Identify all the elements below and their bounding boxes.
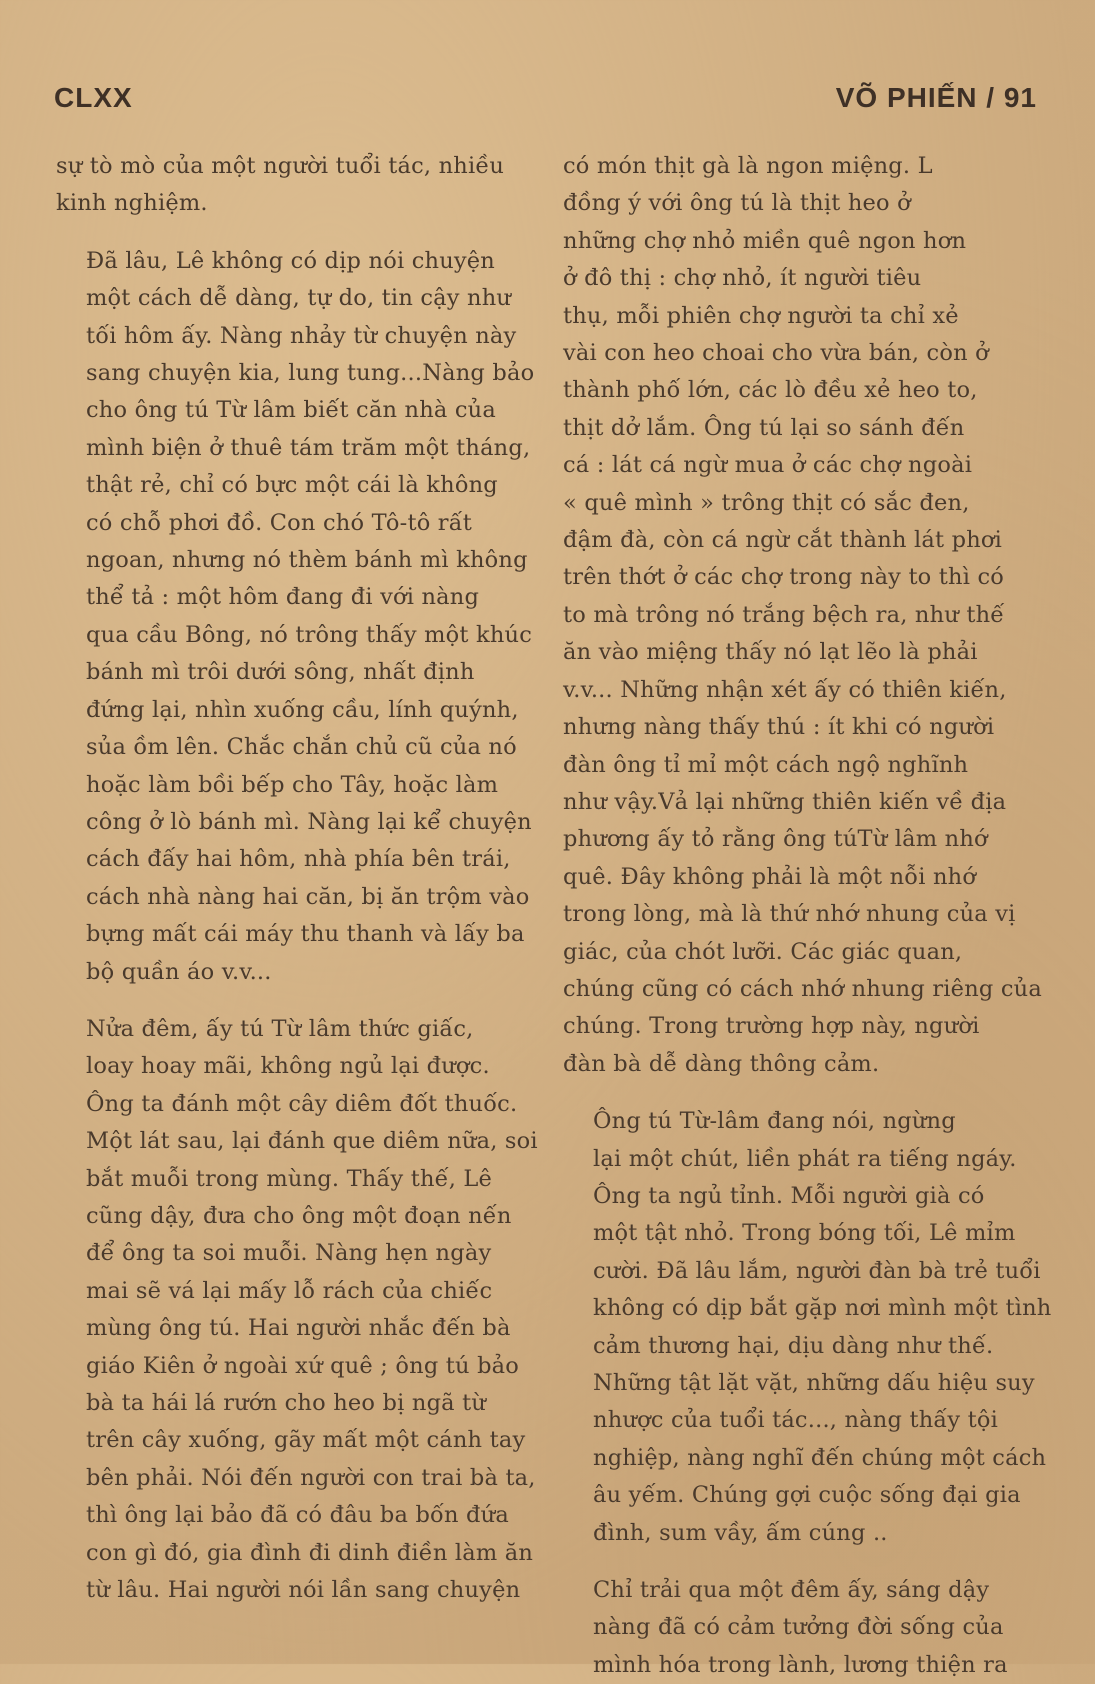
text-line: ngoan, nhưng nó thèm bánh mì không: [86, 547, 528, 574]
paragraph: [56, 148, 526, 223]
paragraph: [56, 243, 535, 991]
page-header: [54, 78, 1037, 118]
text-line: công ở lò bánh mì. Nàng lại kể chuyện: [86, 808, 532, 835]
text-line: mùng ông tú. Hai người nhắc đến bà: [86, 1315, 511, 1342]
text-line: Ông ta ngủ tỉnh. Mỗi người già có: [593, 1182, 985, 1209]
text-line: tối hôm ấy. Nàng nhảy từ chuyện này: [86, 322, 517, 349]
text-line: con gì đó, gia đình đi dinh điền làm ăn: [86, 1539, 534, 1566]
text-line: chúng. Trong trường hợp này, người: [563, 1013, 980, 1040]
text-line: bánh mì trôi dưới sông, nhất định: [86, 659, 475, 686]
text-line: những chợ nhỏ miền quê ngon hơn: [563, 227, 967, 254]
running-head-left: CLXX: [54, 82, 133, 113]
text-line: cách đấy hai hôm, nhà phía bên trái,: [86, 846, 511, 873]
paragraph-gap: [56, 223, 526, 243]
text-line: thật rẻ, chỉ có bực một cái là không: [86, 472, 498, 499]
text-line: ăn vào miệng thấy nó lạt lẽo là phải: [563, 639, 978, 666]
text-line: cười. Đã lâu lắm, người đàn bà trẻ tuổi: [593, 1257, 1041, 1284]
text-line: mình biện ở thuê tám trăm một tháng,: [86, 434, 531, 461]
paragraph: [56, 1011, 538, 1610]
text-line: chúng cũng có cách nhớ nhung riêng của: [563, 975, 1042, 1002]
text-line: đình, sum vầy, ấm cúng ..: [593, 1519, 888, 1546]
paragraph-gap: [563, 1083, 1033, 1103]
text-line: thụ, mỗi phiên chợ người ta chỉ xẻ: [563, 302, 959, 329]
text-line: nhược của tuổi tác..., nàng thấy tội: [593, 1407, 999, 1434]
text-line: cho ông tú Từ lâm biết căn nhà của: [86, 397, 496, 424]
text-line: có chỗ phơi đồ. Con chó Tô-tô rất: [86, 509, 472, 536]
paragraph: [563, 1572, 1033, 1684]
text-line: trên cây xuống, gãy mất một cánh tay: [86, 1427, 526, 1454]
text-line: v.v... Những nhận xét ấy có thiên kiến,: [563, 676, 1007, 703]
text-line: bên phải. Nói đến người con trai bà ta,: [86, 1464, 536, 1491]
text-line: to mà trông nó trắng bệch ra, như thế: [563, 601, 1005, 628]
text-line: thành phố lớn, các lò đều xẻ heo to,: [563, 377, 978, 404]
text-line: đậm đà, còn cá ngừ cắt thành lát phơi: [563, 527, 1003, 554]
text-line: một tật nhỏ. Trong bóng tối, Lê mỉm: [593, 1220, 1016, 1247]
text-line: trong lòng, mà là thứ nhớ nhung của vị: [563, 901, 1016, 928]
text-line: đàn bà dễ dàng thông cảm.: [563, 1050, 880, 1077]
text-line: « quê mình » trông thịt có sắc đen,: [563, 489, 970, 516]
text-line: cách nhà nàng hai căn, bị ăn trộm vào: [86, 883, 530, 910]
text-line: hoặc làm bồi bếp cho Tây, hoặc làm: [86, 771, 499, 798]
text-line: quê. Đây không phải là một nỗi nhớ: [563, 863, 977, 890]
text-line: cảm thương hại, dịu dàng như thế.: [593, 1332, 994, 1359]
text-line: thì ông lại bảo đã có đâu ba bốn đứa: [86, 1502, 509, 1529]
text-line: đàn ông tỉ mỉ một cách ngộ nghĩnh: [563, 751, 969, 778]
text-line: ở đô thị : chợ nhỏ, ít người tiêu: [563, 265, 922, 292]
right-column: [563, 148, 1052, 1684]
text-line: lại một chút, liền phát ra tiếng ngáy.: [593, 1145, 1017, 1172]
text-line: giác, của chót lưỡi. Các giác quan,: [563, 938, 963, 965]
text-line: như vậy.Vả lại những thiên kiến về địa: [563, 788, 1007, 815]
text-line: giáo Kiên ở ngoài xứ quê ; ông tú bảo: [86, 1352, 520, 1379]
text-line: đứng lại, nhìn xuống cầu, lính quýnh,: [86, 696, 519, 723]
text-line: trên thớt ở các chợ trong này to thì có: [563, 564, 1005, 591]
text-line: mình hóa trong lành, lương thiện ra: [593, 1651, 1008, 1678]
text-line: đồng ý với ông tú là thịt heo ở: [563, 190, 911, 217]
paragraph: [563, 1103, 1052, 1552]
text-line: bắt muỗi trong mùng. Thấy thế, Lê: [86, 1165, 493, 1192]
text-line: thể tả : một hôm đang đi với nàng: [86, 584, 480, 611]
text-line: mai sẽ vá lại mấy lỗ rách của chiếc: [86, 1277, 493, 1304]
running-head-right: VÕ PHIẾN / 91: [835, 82, 1037, 113]
text-line: Nửa đêm, ấy tú Từ lâm thức giấc,: [86, 1015, 474, 1042]
text-line: một cách dễ dàng, tự do, tin cậy như: [86, 285, 512, 312]
text-line: Ông tú Từ-lâm đang nói, ngừng: [593, 1108, 956, 1135]
text-line: bà ta hái lá rướn cho heo bị ngã từ: [86, 1390, 487, 1416]
text-line: Ông ta đánh một cây diêm đốt thuốc.: [86, 1090, 518, 1117]
text-line: bựng mất cái máy thu thanh và lấy ba: [86, 921, 525, 948]
text-line: nghiệp, nàng nghĩ đến chúng một cách: [593, 1444, 1047, 1471]
text-line: âu yếm. Chúng gợi cuộc sống đại gia: [593, 1482, 1021, 1509]
text-line: có món thịt gà là ngon miệng. L: [563, 153, 933, 179]
paragraph-gap: [563, 1552, 1033, 1572]
text-line: qua cầu Bông, nó trông thấy một khúc: [86, 621, 533, 648]
text-line: thịt dở lắm. Ông tú lại so sánh đến: [563, 414, 965, 441]
text-line: nhưng nàng thấy thú : ít khi có người: [563, 714, 995, 741]
text-line: nàng đã có cảm tưởng đời sống của: [593, 1614, 1004, 1641]
text-line: kinh nghiệm.: [56, 190, 208, 217]
left-column: [56, 148, 538, 1609]
text-line: Một lát sau, lại đánh que diêm nữa, soi: [86, 1128, 538, 1155]
paragraph-gap: [56, 991, 526, 1011]
text-line: sự tò mò của một người tuổi tác, nhiều: [56, 153, 505, 179]
text-line: Những tật lặt vặt, những dấu hiệu suy: [593, 1370, 1035, 1396]
text-line: để ông ta soi muỗi. Nàng hẹn ngày: [86, 1240, 492, 1267]
text-line: phương ấy tỏ rằng ông túTừ lâm nhớ: [563, 826, 988, 853]
text-line: sang chuyện kia, lung tung...Nàng bảo: [86, 360, 535, 387]
paragraph: [563, 148, 1042, 1083]
text-line: không có dịp bắt gặp nơi mình một tình: [593, 1295, 1052, 1322]
text-line: cá : lát cá ngừ mua ở các chợ ngoài: [563, 452, 973, 479]
text-line: Chỉ trải qua một đêm ấy, sáng dậy: [593, 1577, 990, 1604]
text-line: Đã lâu, Lê không có dịp nói chuyện: [86, 247, 495, 274]
text-line: vài con heo choai cho vừa bán, còn ở: [563, 340, 989, 367]
text-line: cũng dậy, đưa cho ông một đoạn nến: [86, 1202, 512, 1229]
text-line: sủa ồm lên. Chắc chắn chủ cũ của nó: [86, 734, 517, 761]
text-line: bộ quần áo v.v...: [86, 958, 272, 985]
text-line: từ lâu. Hai người nói lần sang chuyện: [86, 1577, 521, 1604]
text-line: loay hoay mãi, không ngủ lại được.: [86, 1053, 490, 1080]
